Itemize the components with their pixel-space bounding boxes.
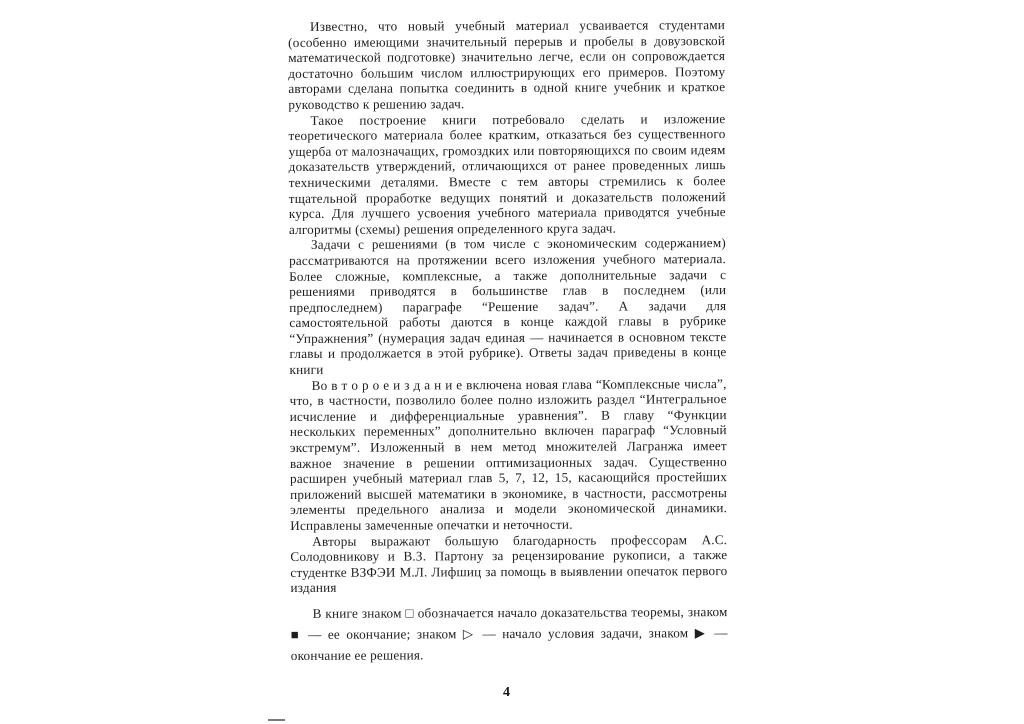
text-block	[288, 17, 728, 666]
paragraph-acknowledgements: Авторы выражают большую благодарность профессорам А.С. Солодовникову и В.З. Партону за рецензирование рукописи, а также студентке ВЗФЭИ М.Л. Лифшиц за помощь в выявлении опечаток первого издания	[290, 531, 728, 596]
paragraph-book-structure: Такое построение книги потребовало сделать и изложение теоретического материала более кратким, отказаться без существенного ущерба от малозначащих, громоздких или повторяющихся по своим идеям доказательств утверждений, отличающихся от ранее проведенных лишь техническими деталями. Вместе с тем авторы стремились к более тщательной проработке ведущих понятий и доказательств положений курса. Для лучшего усвоения учебного материала приводятся учебные алгоритмы (схемы) решения определенного круга задач.	[288, 110, 726, 237]
page-number: 4	[503, 685, 510, 700]
paragraph-symbols-legend: В книге знаком □ обозначается начало доказательства теоремы, знаком ■ — ее окончание; знаком ▷ — начало условия задачи, знаком ▶ — окончание ее решения.	[290, 604, 728, 663]
paragraph-second-edition: Во в т о р о е и з д а н и е включена новая глава “Комплексные числа”, что, в частности, позволило более полно изложить раздел “Интегральное исчисление и дифференциальные уравнения”. В главу “Функции нескольких переменных” дополнительно включен параграф “Условный экстремум”. Изложенный в нем метод множителей Лагранжа имеет важное значение в решении оптимизационных задач. Существенно расширен учебный материал глав 5, 7, 12, 15, касающийся простейших приложений высшей математики в экономике, в частности, рассмотрены элементы предельного анализа и модели экономической динамики. Исправлены замеченные опечатки и неточности.	[289, 375, 728, 533]
paragraph-problems-with-solutions: Задачи с решениями (в том числе с экономическим содержанием) рассматриваются на протяжении всего изложения учебного материала. Более сложные, комплексные, а также дополнительные задачи с решениями приводятся в большинстве глав в последнем (или предпоследнем) параграфе “Решение задач”. А задачи для самостоятельной работы даются в конце каждой главы в рубрике “Упражнения” (нумерация задач единая — начинается в основном тексте главы и продолжается в этой рубрике). Ответы задач приведены в конце книги	[289, 235, 727, 378]
scan-artifact-line	[268, 719, 285, 721]
paragraph-intro: Известно, что новый учебный материал усваивается студентами (особенно имеющими значительный перерыв и пробелы в довузовской математической подготовке) значительно легче, если он сопровождается достаточно большим числом иллюстрирующих его примеров. Поэтому авторами сделана попытка соединить в одной книге учебник и краткое руководство к решению задач.	[288, 17, 726, 112]
